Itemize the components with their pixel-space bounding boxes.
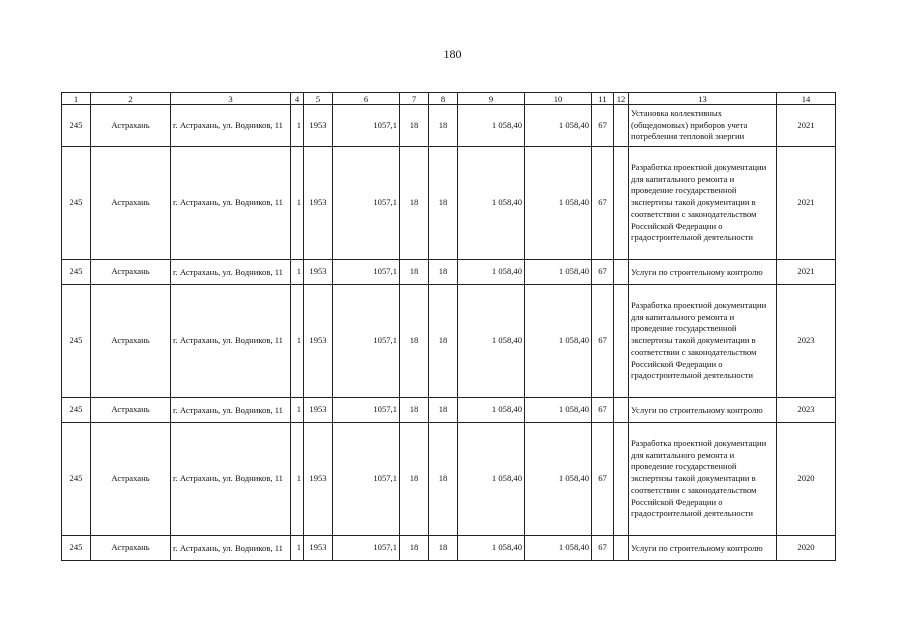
address-cell: г. Астрахань, ул. Водников, 11 — [171, 423, 291, 536]
column-10-cell: 1 058,40 — [525, 147, 592, 260]
table-row — [62, 260, 836, 285]
work-type-cell: Разработка проектной документации для капитального ремонта и проведение государственной экспертизы такой документации в соответствии с законодательством Российской Федерации о градостроительной деятельности — [629, 423, 777, 536]
column-10-cell: 1 058,40 — [525, 398, 592, 423]
column-7-cell: 18 — [400, 423, 429, 536]
column-12-cell — [614, 260, 629, 285]
column-9-cell: 1 058,40 — [458, 423, 525, 536]
city-cell: Астрахань — [91, 260, 171, 285]
column-11-cell: 67 — [592, 423, 614, 536]
year-built-cell: 1953 — [304, 105, 333, 147]
row-number-cell: 245 — [62, 147, 91, 260]
column-4-cell: 1 — [291, 285, 304, 398]
city-cell: Астрахань — [91, 398, 171, 423]
column-8-cell: 18 — [429, 536, 458, 561]
table-row — [62, 398, 836, 423]
column-header: 11 — [592, 93, 614, 105]
address-cell: г. Астрахань, ул. Водников, 11 — [171, 147, 291, 260]
column-8-cell: 18 — [429, 260, 458, 285]
city-cell: Астрахань — [91, 147, 171, 260]
column-10-cell: 1 058,40 — [525, 285, 592, 398]
year-built-cell: 1953 — [304, 147, 333, 260]
column-12-cell — [614, 285, 629, 398]
column-header: 12 — [614, 93, 629, 105]
city-cell: Астрахань — [91, 536, 171, 561]
column-9-cell: 1 058,40 — [458, 398, 525, 423]
address-cell: г. Астрахань, ул. Водников, 11 — [171, 536, 291, 561]
column-7-cell: 18 — [400, 260, 429, 285]
work-type-cell: Разработка проектной документации для капитального ремонта и проведение государственной экспертизы такой документации в соответствии с законодательством Российской Федерации о градостроительной деятельности — [629, 285, 777, 398]
area-cell: 1057,1 — [333, 105, 400, 147]
year-built-cell: 1953 — [304, 398, 333, 423]
column-12-cell — [614, 536, 629, 561]
column-8-cell: 18 — [429, 398, 458, 423]
year-built-cell: 1953 — [304, 423, 333, 536]
column-4-cell: 1 — [291, 105, 304, 147]
table-row — [62, 285, 836, 398]
column-header: 4 — [291, 93, 304, 105]
column-10-cell: 1 058,40 — [525, 260, 592, 285]
area-cell: 1057,1 — [333, 398, 400, 423]
row-number-cell: 245 — [62, 536, 91, 561]
capital-repair-table — [61, 92, 836, 561]
work-type-cell: Услуги по строительному контролю — [629, 536, 777, 561]
column-4-cell: 1 — [291, 423, 304, 536]
row-number-cell: 245 — [62, 423, 91, 536]
column-header: 9 — [458, 93, 525, 105]
column-8-cell: 18 — [429, 285, 458, 398]
address-cell: г. Астрахань, ул. Водников, 11 — [171, 285, 291, 398]
city-cell: Астрахань — [91, 285, 171, 398]
planned-year-cell: 2021 — [777, 260, 836, 285]
area-cell: 1057,1 — [333, 423, 400, 536]
column-header: 5 — [304, 93, 333, 105]
planned-year-cell: 2020 — [777, 423, 836, 536]
column-4-cell: 1 — [291, 398, 304, 423]
year-built-cell: 1953 — [304, 285, 333, 398]
column-10-cell: 1 058,40 — [525, 105, 592, 147]
column-11-cell: 67 — [592, 536, 614, 561]
column-number-row — [62, 93, 836, 105]
column-9-cell: 1 058,40 — [458, 536, 525, 561]
column-7-cell: 18 — [400, 398, 429, 423]
column-header: 2 — [91, 93, 171, 105]
city-cell: Астрахань — [91, 105, 171, 147]
column-9-cell: 1 058,40 — [458, 105, 525, 147]
column-9-cell: 1 058,40 — [458, 260, 525, 285]
column-12-cell — [614, 147, 629, 260]
column-9-cell: 1 058,40 — [458, 285, 525, 398]
year-built-cell: 1953 — [304, 536, 333, 561]
column-11-cell: 67 — [592, 105, 614, 147]
column-7-cell: 18 — [400, 536, 429, 561]
column-4-cell: 1 — [291, 260, 304, 285]
city-cell: Астрахань — [91, 423, 171, 536]
column-header: 13 — [629, 93, 777, 105]
column-7-cell: 18 — [400, 147, 429, 260]
address-cell: г. Астрахань, ул. Водников, 11 — [171, 260, 291, 285]
column-9-cell: 1 058,40 — [458, 147, 525, 260]
column-8-cell: 18 — [429, 105, 458, 147]
address-cell: г. Астрахань, ул. Водников, 11 — [171, 398, 291, 423]
planned-year-cell: 2020 — [777, 536, 836, 561]
address-cell: г. Астрахань, ул. Водников, 11 — [171, 105, 291, 147]
column-4-cell: 1 — [291, 147, 304, 260]
planned-year-cell: 2021 — [777, 105, 836, 147]
area-cell: 1057,1 — [333, 147, 400, 260]
work-type-cell: Установка коллективных (общедомовых) приборов учета потребления тепловой энергии — [629, 105, 777, 147]
column-11-cell: 67 — [592, 260, 614, 285]
column-7-cell: 18 — [400, 285, 429, 398]
work-type-cell: Разработка проектной документации для капитального ремонта и проведение государственной экспертизы такой документации в соответствии с законодательством Российской Федерации о градостроительной деятельности — [629, 147, 777, 260]
planned-year-cell: 2021 — [777, 147, 836, 260]
page-number: 180 — [443, 47, 462, 61]
row-number-cell: 245 — [62, 260, 91, 285]
column-11-cell: 67 — [592, 285, 614, 398]
work-type-cell: Услуги по строительному контролю — [629, 260, 777, 285]
area-cell: 1057,1 — [333, 536, 400, 561]
work-type-cell: Услуги по строительному контролю — [629, 398, 777, 423]
column-7-cell: 18 — [400, 105, 429, 147]
column-4-cell: 1 — [291, 536, 304, 561]
column-12-cell — [614, 398, 629, 423]
column-header: 7 — [400, 93, 429, 105]
column-header: 3 — [171, 93, 291, 105]
column-header: 14 — [777, 93, 836, 105]
column-12-cell — [614, 105, 629, 147]
table-row — [62, 105, 836, 147]
column-10-cell: 1 058,40 — [525, 423, 592, 536]
column-10-cell: 1 058,40 — [525, 536, 592, 561]
table-row — [62, 536, 836, 561]
table-row — [62, 147, 836, 260]
column-header: 10 — [525, 93, 592, 105]
column-11-cell: 67 — [592, 147, 614, 260]
column-header: 6 — [333, 93, 400, 105]
table-row — [62, 423, 836, 536]
area-cell: 1057,1 — [333, 285, 400, 398]
row-number-cell: 245 — [62, 398, 91, 423]
area-cell: 1057,1 — [333, 260, 400, 285]
row-number-cell: 245 — [62, 285, 91, 398]
column-8-cell: 18 — [429, 147, 458, 260]
year-built-cell: 1953 — [304, 260, 333, 285]
planned-year-cell: 2023 — [777, 398, 836, 423]
column-11-cell: 67 — [592, 398, 614, 423]
row-number-cell: 245 — [62, 105, 91, 147]
column-8-cell: 18 — [429, 423, 458, 536]
planned-year-cell: 2023 — [777, 285, 836, 398]
column-12-cell — [614, 423, 629, 536]
column-header: 8 — [429, 93, 458, 105]
column-header: 1 — [62, 93, 91, 105]
